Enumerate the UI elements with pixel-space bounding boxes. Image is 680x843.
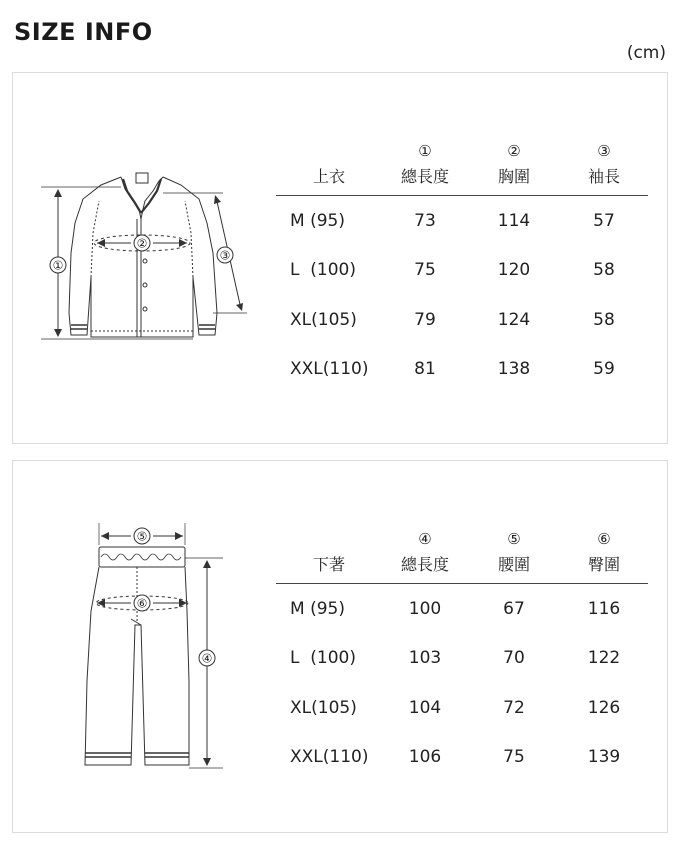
table-row: M (95) 73 114 57 — [290, 210, 615, 231]
bottoms-col-hip: ⑥ 臀圍 — [560, 517, 648, 584]
pants-diagram — [13, 461, 273, 832]
pants-length-marker: ④ — [201, 651, 213, 666]
bottoms-col-length: ④ 總長度 — [382, 517, 468, 584]
shirt-diagram — [13, 73, 273, 443]
table-row: XL(105) 104 72 126 — [290, 697, 621, 718]
page-title: SIZE INFO — [14, 18, 153, 46]
tops-col-length: ① 總長度 — [382, 129, 468, 196]
table-row: M (95) 100 67 116 — [290, 598, 621, 619]
tops-panel — [12, 72, 668, 444]
bottoms-panel — [12, 460, 668, 833]
bottoms-label-header: 下著 — [276, 517, 382, 584]
bottoms-size-table — [276, 517, 648, 782]
table-row: XXL(110) 106 75 139 — [290, 747, 621, 768]
table-row: XL(105) 79 124 58 — [290, 309, 615, 330]
table-row: XXL(110) 81 138 59 — [290, 359, 615, 380]
unit-label: (cm) — [626, 43, 666, 63]
bottoms-col-waist: ⑤ 腰圍 — [468, 517, 560, 584]
tops-col-sleeve: ③ 袖長 — [560, 129, 648, 196]
table-row: L (100) 75 120 58 — [290, 260, 615, 281]
length-marker: ① — [52, 258, 64, 273]
tops-col-chest: ② 胸圍 — [468, 129, 560, 196]
sleeve-marker: ③ — [219, 248, 231, 263]
hip-marker: ⑥ — [136, 596, 148, 611]
tops-label-header: 上衣 — [276, 129, 382, 196]
tops-size-table — [276, 129, 648, 394]
waist-marker: ⑤ — [136, 529, 148, 544]
table-row: L (100) 103 70 122 — [290, 648, 621, 669]
chest-marker: ② — [136, 236, 148, 251]
